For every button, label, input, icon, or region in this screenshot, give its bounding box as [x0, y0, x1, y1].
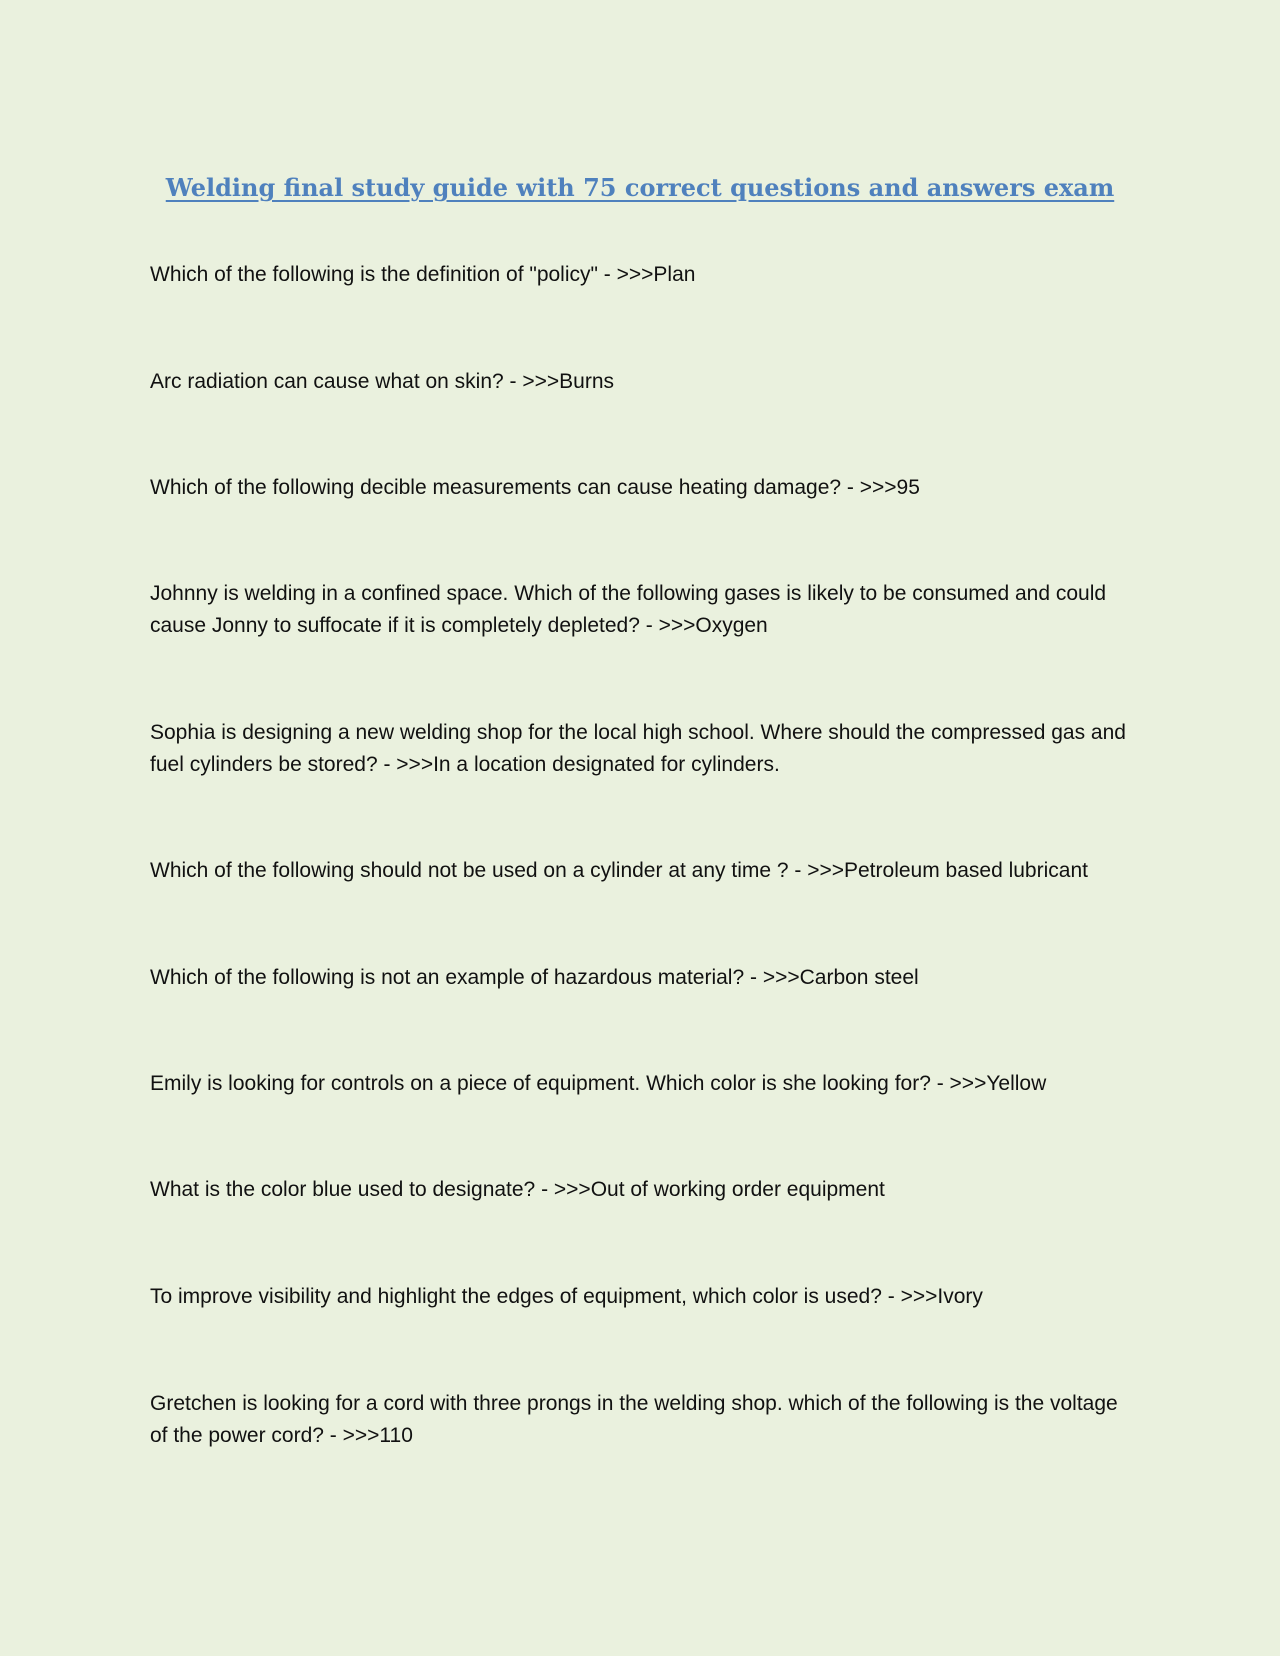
qa-item: Arc radiation can cause what on skin? - >>>Burns	[150, 370, 615, 393]
qa-item: Sophia is designing a new welding shop for the local high school. Where should the compressed gas and fuel cylinders be stored? - >>>In a location designated for cylinders.	[150, 721, 1126, 776]
qa-item: To improve visibility and highlight the edges of equipment, which color is used? - >>>Ivory	[150, 1285, 983, 1308]
document-title: Welding final study guide with 75 correct questions and answers exam	[165, 173, 1115, 202]
qa-item: Gretchen is looking for a cord with three prongs in the welding shop. which of the following is the voltage of the power cord? - >>>110	[150, 1392, 1118, 1447]
qa-item: Which of the following is not an example of hazardous material? - >>>Carbon steel	[150, 966, 919, 989]
qa-item: Which of the following decible measurements can cause heating damage? - >>>95	[150, 476, 920, 499]
qa-item: Which of the following should not be used on a cylinder at any time ? - >>>Petroleum based lubricant	[150, 859, 1088, 882]
qa-item: Johnny is welding in a confined space. Which of the following gases is likely to be consumed and could cause Jonny to suffocate if it is completely depleted? - >>>Oxygen	[150, 582, 1107, 637]
qa-item: Which of the following is the definition of "policy" - >>>Plan	[150, 263, 696, 286]
qa-item: What is the color blue used to designate? - >>>Out of working order equipment	[150, 1178, 885, 1201]
qa-item: Emily is looking for controls on a piece of equipment. Which color is she looking for? - >>>Yellow	[150, 1072, 1047, 1095]
